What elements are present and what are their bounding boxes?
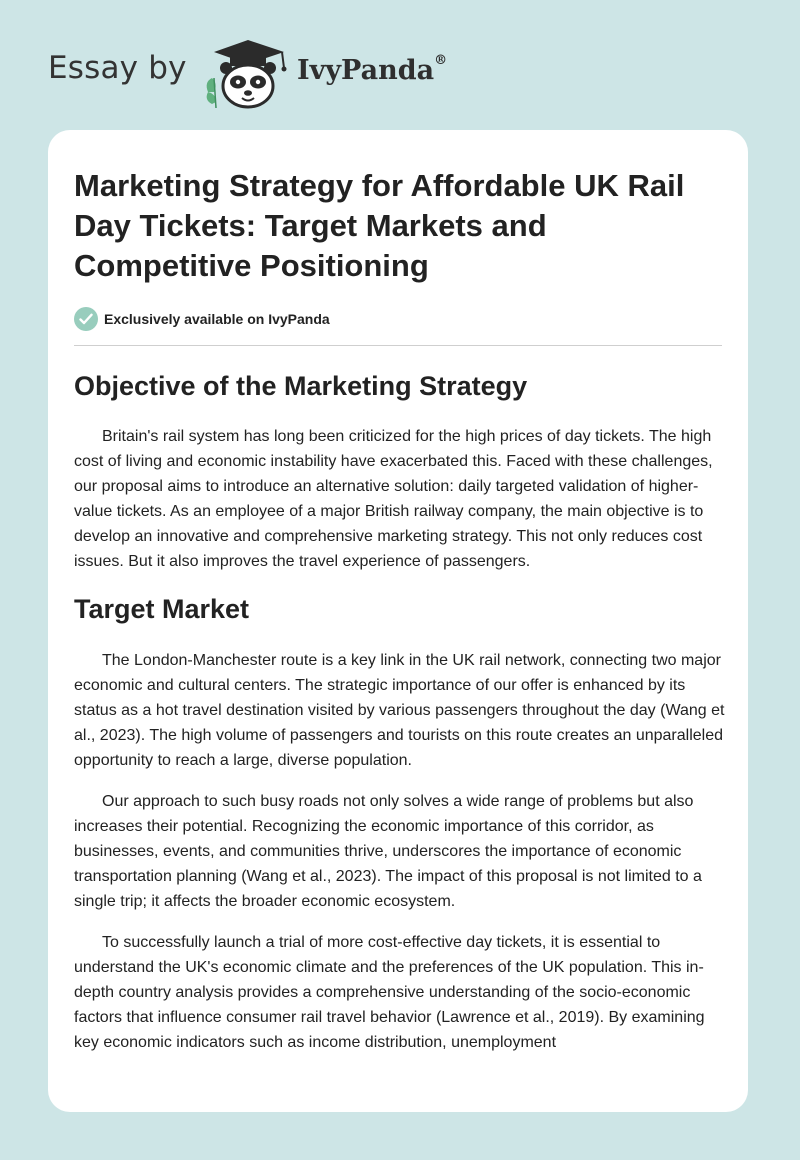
section-heading-objective: Objective of the Marketing Strategy [74, 371, 528, 401]
article-body [74, 366, 726, 1055]
paragraph-target-market-1: The London-Manchester route is a key link in the UK rail network, connecting two major economic and cultural centers. The strategic importance of our offer is enhanced by its status as a hot travel destination visited by various passengers throughout the day (Wang et al., 2023). The high volume of passengers and tourists on this route creates an unparalleled opportunity to reach a large, diverse population. [74, 652, 725, 769]
article-card [48, 130, 748, 1112]
paragraph-target-market-2: Our approach to such busy roads not only solves a wide range of problems but also increases their potential. Recognizing the economic importance of this corridor, as businesses, events, and communities thrive, underscores the importance of economic transportation planning (Wang et al., 2023). The impact of this proposal is not limited to a single trip; it affects the broader economic ecosystem. [74, 793, 702, 910]
brand-name[interactable] [297, 55, 447, 86]
exclusive-badge [74, 306, 330, 332]
registered-mark: ® [434, 53, 448, 68]
panda-logo-icon[interactable] [202, 38, 294, 110]
title-divider [74, 345, 722, 346]
brand-text: IvyPanda [297, 55, 435, 86]
exclusive-badge-text: Exclusively available on IvyPanda [104, 311, 330, 327]
paragraph-objective: Britain's rail system has long been criticized for the high prices of day tickets. The high cost of living and economic instability have exacerbated this. Faced with these challenges, our proposal aims to introduce an alternative solution: daily targeted validation of higher-value tickets. As an employee of a major British railway company, the main objective is to develop an innovative and comprehensive marketing strategy. This not only reduces cost issues. But it also improves the travel experience of passengers. [74, 428, 713, 570]
paragraph-target-market-3: To successfully launch a trial of more cost-effective day tickets, it is essential to understand the UK's economic climate and the preferences of the UK population. This in-depth country analysis provides a comprehensive understanding of the socio-economic factors that influence consumer rail travel behavior (Lawrence et al., 2019). By examining key economic indicators such as income distribution, unemployment [74, 934, 705, 1051]
essay-by-label: Essay by [48, 50, 187, 86]
check-circle-icon [74, 307, 98, 331]
section-heading-target-market: Target Market [74, 594, 250, 624]
article-title: Marketing Strategy for Affordable UK Rail Day Tickets: Target Markets and Competitive Positioning [74, 168, 685, 283]
site-header [0, 0, 800, 130]
